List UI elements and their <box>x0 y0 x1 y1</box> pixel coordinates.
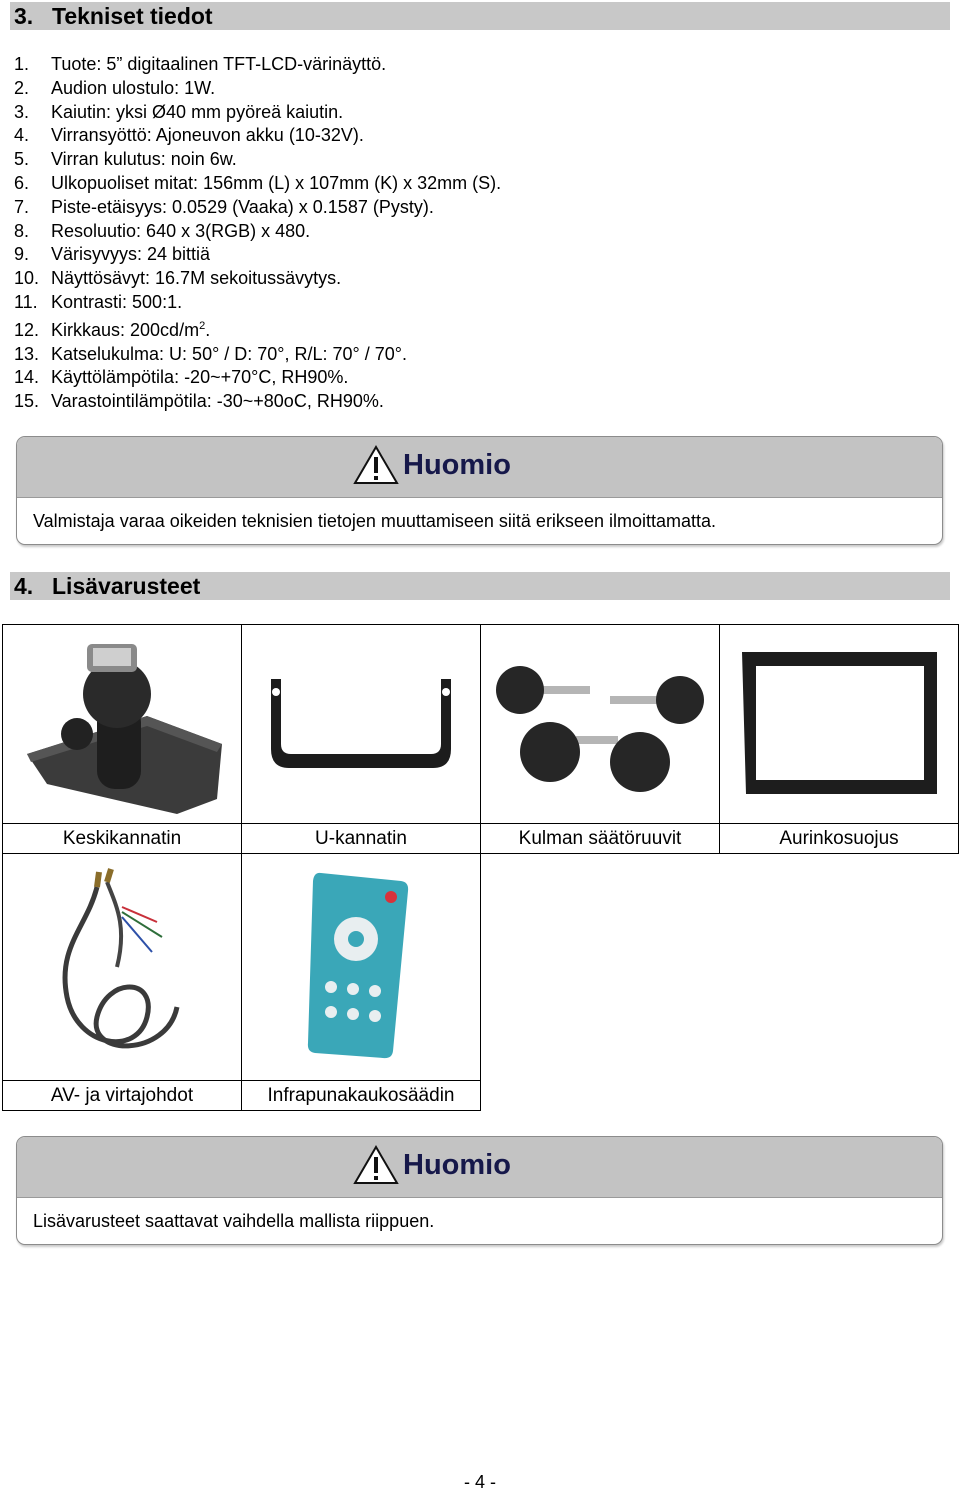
section-title: Lisävarusteet <box>52 573 201 599</box>
accessory-image-cell <box>3 854 242 1081</box>
spec-item: 15. Varastointilämpötila: -30~+80oC, RH90%. <box>14 391 384 412</box>
spec-item: 4. Virransyöttö: Ajoneuvon akku (10-32V). <box>14 125 364 146</box>
accessory-label: Infrapunakaukosäädin <box>242 1081 481 1111</box>
accessory-image-cell <box>242 854 481 1081</box>
notice-header <box>17 437 942 498</box>
u-bracket-icon <box>251 664 471 784</box>
accessory-label: Aurinkosuojus <box>720 824 959 854</box>
page-number: - 4 - <box>463 1472 496 1492</box>
spec-item: 10. Näyttösävyt: 16.7M sekoitussävytys. <box>14 268 342 289</box>
spec-item: 2. Audion ulostulo: 1W. <box>14 77 216 98</box>
superscript: 2 <box>199 319 206 332</box>
section-heading-3 <box>10 2 950 30</box>
empty-cell <box>720 854 959 1081</box>
notice-title: Huomio <box>403 1149 511 1181</box>
empty-cell <box>481 854 720 1081</box>
accessory-image-cell <box>481 625 720 824</box>
empty-cell <box>720 1081 959 1111</box>
spec-item: 8. Resoluutio: 640 x 3(RGB) x 480. <box>14 220 311 241</box>
accessory-label: AV- ja virtajohdot <box>3 1081 242 1111</box>
warning-icon <box>353 1145 399 1185</box>
notice-text: Valmistaja varaa oikeiden teknisien tietojen muuttamiseen siitä erikseen ilmoittamatta. <box>33 511 716 531</box>
accessory-image-cell <box>720 625 959 824</box>
accessories-table <box>2 624 959 1111</box>
av-cables-icon <box>27 867 217 1067</box>
angle-screws-icon <box>490 654 710 794</box>
spec-item: 1. Tuote: 5” digitaalinen TFT-LCD-värinäyttö. <box>14 54 387 74</box>
notice-box <box>16 1136 943 1245</box>
notice-title: Huomio <box>403 449 511 481</box>
section-heading-4 <box>10 572 950 600</box>
section-title: Tekniset tiedot <box>52 3 213 29</box>
notice-header <box>17 1137 942 1198</box>
spec-item: 6. Ulkopuoliset mitat: 156mm (L) x 107mm (K) x 32mm (S). <box>14 172 502 193</box>
spec-item: 5. Virran kulutus: noin 6w. <box>14 149 237 170</box>
spec-item: 3. Kaiutin: yksi Ø40 mm pyöreä kaiutin. <box>14 101 344 122</box>
notice-box <box>16 436 943 545</box>
remote-control-icon <box>301 867 421 1067</box>
spec-item: 9. Värisyvyys: 24 bittiä <box>14 244 211 265</box>
accessory-label: Kulman säätöruuvit <box>481 824 720 854</box>
spec-list <box>14 53 501 414</box>
spec-item: 13. Katselukulma: U: 50° / D: 70°, R/L: 70° / 70°. <box>14 343 407 364</box>
spec-item: 14. Käyttölämpötila: -20~+70°C, RH90%. <box>14 367 349 388</box>
notice-text: Lisävarusteet saattavat vaihdella mallista riippuen. <box>33 1211 435 1231</box>
accessory-label: Keskikannatin <box>3 824 242 854</box>
warning-icon <box>353 445 399 485</box>
spec-item: 11. Kontrasti: 500:1. <box>14 291 183 312</box>
center-mount-icon <box>17 634 227 814</box>
accessory-image-cell <box>242 625 481 824</box>
accessory-image-cell <box>3 625 242 824</box>
spec-item: 12. Kirkkaus: $200cd/m^2$. <box>14 319 211 340</box>
section-number: 4. <box>14 573 34 599</box>
accessory-label: U-kannatin <box>242 824 481 854</box>
section-number: 3. <box>14 3 34 29</box>
empty-cell <box>481 1081 720 1111</box>
sun-shade-icon <box>732 644 947 804</box>
spec-item: 7. Piste-etäisyys: 0.0529 (Vaaka) x 0.1587 (Pysty). <box>14 196 434 217</box>
